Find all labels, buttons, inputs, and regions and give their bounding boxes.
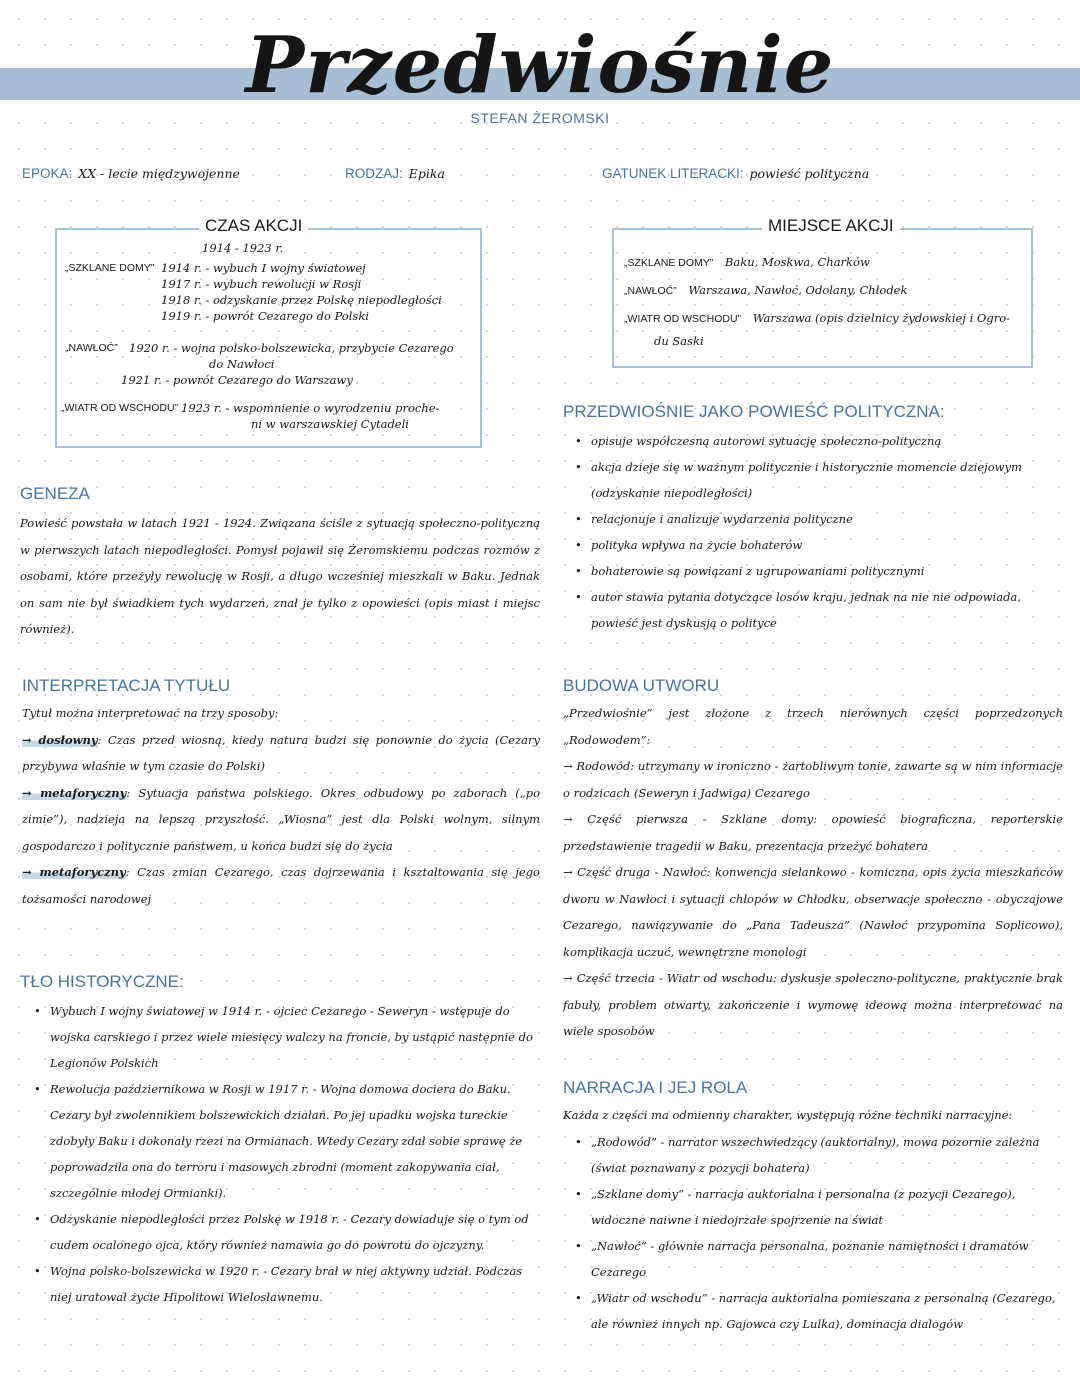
narracja-intro: Każda z części ma odmienny charakter, występują różne techniki narracyjne: [563, 1108, 1013, 1122]
epoka [22, 166, 240, 181]
epoka-value: XX - lecie międzywojenne [78, 166, 240, 181]
miejsce-naw-label: „NAWŁOĆ” [624, 285, 677, 297]
narracja-item: • „Wiatr od wschodu” - narracja auktorialna pomieszana z personalną (Cezarego, ale również innych np. Gajowca czy Lulka), dominacja dialogów [575, 1285, 1063, 1337]
geneza-heading: GENEZA [20, 484, 90, 503]
czas-nawloc [65, 340, 475, 388]
gatunek-value: powieść polityczna [749, 166, 870, 181]
czas-akcji-box [55, 216, 482, 448]
tlo-item: • Rewolucja październikowa w Rosji w 1917 r. - Wojna domowa dociera do Baku. Cezary był zwolennikiem bolszewickich działań. Po jej upadku wojska tureckie zdobyły Baku i dokonały rzezi na Ormianach. Wtedy Cezary zdał sobie sprawę że poprowadziła ona do terroru i masowych zbrodni (moment zakopywania ciał, szczególnie młodej Ormianki). [34, 1076, 542, 1206]
narracja-section [563, 1078, 1063, 1337]
miejsce-wiatr [624, 310, 1029, 349]
rodzaj [345, 166, 445, 181]
interpretacja-intro: Tytuł można interpretować na trzy sposoby: [22, 706, 279, 720]
narracja-item: • „Szklane domy” - narracja auktorialna i personalna (z pozycji Cezarego), widoczne naiwne i niedojrzałe spojrzenie na świat [575, 1181, 1063, 1233]
budowa-item: → Część pierwsza - Szklane domy: opowieść biograficzna, reporterskie przedstawienie tragedii w Baku, prezentacja przeżyć bohatera [563, 812, 1063, 853]
interpretacja-text: : Czas zmian Cezarego, czas dojrzewania i kształtowania się jego tożsamości narodowej [22, 865, 540, 906]
polityczna-item: • polityka wpływa na życie bohaterów [575, 532, 1063, 558]
polityczna-item: • opisuje współczesną autorowi sytuację społeczno-polityczną [575, 428, 1063, 454]
interpretacja-kind: → dosłowny [22, 732, 98, 747]
tlo-item: • Wybuch I wojny światowej w 1914 r. - ojciec Cezarego - Seweryn - wstępuje do wojska carskiego i przez wiele miesięcy walczy na froncie, by ustąpić następnie do Legionów Polskich [34, 998, 542, 1076]
interpretacja-item [22, 780, 540, 860]
polityczna-section [563, 402, 1063, 636]
interpretacja-text: : Czas przed wiosną, kiedy natura budzi się ponownie do życia (Cezary przybywa właśnie w tym czasie do Polski) [22, 732, 540, 773]
czas-wiatr [61, 400, 477, 432]
interpretacja-kind: → metaforyczny [22, 865, 126, 879]
geneza-section [20, 484, 540, 643]
czas-sd-row: 1914 r. - wybuch I wojny światowej [161, 261, 366, 275]
budowa-item: → Część trzecia - Wiatr od wschodu: dyskusje społeczno-polityczne, praktycznie brak fabuły, problem otwarty, zakończenie i wymowę ideową można interpretować na wiele sposobów [563, 971, 1063, 1038]
interpretacja-heading: INTERPRETACJA TYTUŁU [22, 676, 231, 695]
czas-naw-row: 1920 r. - wojna polsko-bolszewicka, przybycie Cezarego [129, 341, 454, 355]
rodzaj-label: RODZAJ: [345, 166, 403, 181]
epoka-label: EPOKA: [22, 166, 73, 181]
interpretacja-item [22, 727, 540, 780]
miejsce-akcji-title: MIEJSCE AKCJI [762, 216, 900, 236]
czas-wiatr-label: „WIATR OD WSCHODU” [61, 402, 179, 414]
polityczna-item: • akcja dzieje się w ważnym politycznie i historycznie momencie dziejowym (odzyskanie niepodległości) [575, 454, 1063, 506]
gatunek [602, 166, 869, 181]
polityczna-item: • autor stawia pytania dotyczące losów kraju, jednak na nie nie odpowiada, powieść jest dyskusją o polityce [575, 584, 1063, 636]
budowa-section [563, 676, 1063, 1045]
narracja-item: • „Rodowód” - narrator wszechwiedzący (auktorialny), mowa pozornie zależna (świat poznawany z pozycji bohatera) [575, 1129, 1063, 1181]
czas-naw-row: do Nawłoci [209, 357, 275, 371]
miejsce-wiatr-value-cont: du Saski [654, 334, 704, 348]
tlo-heading: TŁO HISTORYCZNE: [20, 972, 184, 991]
czas-naw-label: „NAWŁOĆ” [65, 342, 118, 354]
rodzaj-value: Epika [408, 166, 445, 181]
interpretacja-kind: → metaforyczny [22, 785, 127, 800]
tlo-item: • Wojna polsko-bolszewicka w 1920 r. - Cezary brał w niej aktywny udział. Podczas niej uratował życie Hipolitowi Wielosławnemu. [34, 1258, 542, 1310]
budowa-intro: „Przedwiośnie” jest złożone z trzech nierównych części poprzedzonych „Rodowodem”: [563, 706, 1063, 747]
budowa-item: → Część druga - Nawłoć: konwencja sielankowo - komiczna, opis życia mieszkańców dworu w Nawłoci i sytuacji chłopów w Chłodku, obserwacje społeczno - obyczajowe Cezarego, nawiązywanie do „Pana Tadeusza” (Nawłoć przypomina Soplicowo), komplikacja uczuć, wewnętrzne monologi [563, 865, 1063, 959]
tlo-section [20, 972, 542, 1310]
page-title: Przedwiośnie [245, 20, 835, 111]
interpretacja-section [22, 676, 540, 912]
geneza-text: Powieść powstała w latach 1921 - 1924. Związana ściśle z sytuacją społeczno-polityczną w pierwszych latach niepodległości. Pomysł pojawił się Żeromskiemu podczas rozmów z osobami, które przeżyły rewolucję w Rosji, a długo wcześniej mieszkali w Baku. Jednak on sam nie był świadkiem tych wydarzeń, znał je tylko z opowieści (opis miast i miejsc również). [20, 516, 540, 636]
polityczna-item: • relacjonuje i analizuje wydarzenia polityczne [575, 506, 1063, 532]
interpretacja-item [22, 859, 540, 912]
narracja-item: • „Nawłoć” - głównie narracja personalna, poznanie namiętności i dramatów Cezarego [575, 1233, 1063, 1285]
czas-range: 1914 - 1923 r. [202, 241, 284, 255]
czas-szklane-domy [65, 260, 475, 324]
narracja-heading: NARRACJA I JEJ ROLA [563, 1078, 748, 1097]
czas-sd-row: 1918 r. - odzyskanie przez Polskę niepodległości [161, 293, 442, 307]
tlo-item: • Odzyskanie niepodległości przez Polskę w 1918 r. - Cezary dowiaduje się o tym od cudem ocalonego ojca, który również namawia go do powrotu do ojczyzny. [34, 1206, 542, 1258]
miejsce-sd-value: Baku, Moskwa, Charków [724, 255, 870, 269]
author-name: STEFAN ŻEROMSKI [470, 110, 610, 126]
czas-sd-label: „SZKLANE DOMY” [65, 262, 155, 274]
miejsce-wiatr-label: „WIATR OD WSCHODU” [624, 313, 742, 325]
miejsce-naw-value: Warszawa, Nawłoć, Odolany, Chłodek [688, 283, 908, 297]
czas-akcji-title: CZAS AKCJI [199, 216, 308, 236]
budowa-item: → Rodowód: utrzymany w ironiczno - żartobliwym tonie, zawarte są w nim informacje o rodzicach (Seweryn i Jadwiga) Cezarego [563, 759, 1063, 800]
miejsce-wiatr-value: Warszawa (opis dzielnicy żydowskiej i Ogro- [752, 311, 1011, 325]
polityczna-heading: PRZEDWIOŚNIE JAKO POWIEŚĆ POLITYCZNA: [563, 402, 945, 421]
polityczna-item: • bohaterowie są powiązani z ugrupowaniami politycznymi [575, 558, 1063, 584]
czas-naw-row: 1921 r. - powrót Cezarego do Warszawy [121, 373, 353, 387]
miejsce-szklane-domy [624, 254, 1029, 271]
czas-wiatr-row: 1923 r. - wspomnienie o wyrodzeniu proche- [181, 401, 440, 415]
gatunek-label: GATUNEK LITERACKI: [602, 166, 744, 181]
interpretacja-text: : Sytuacja państwa polskiego. Okres odbudowy po zaborach („po zimie”), nadzieja na lepszą przyszłość. „Wiosna” jest dla Polski wolnym, silnym gospodarczo i politycznie państwem, u końca budzi się do życia [22, 785, 540, 853]
budowa-heading: BUDOWA UTWORU [563, 676, 720, 695]
czas-sd-row: 1919 r. - powrót Cezarego do Polski [161, 309, 369, 323]
miejsce-sd-label: „SZKLANE DOMY” [624, 257, 714, 269]
miejsce-nawloc [624, 282, 1029, 299]
czas-sd-row: 1917 r. - wybuch rewolucji w Rosji [161, 277, 362, 291]
miejsce-akcji-box [612, 216, 1033, 368]
czas-wiatr-row: ni w warszawskiej Cytadeli [251, 417, 409, 431]
